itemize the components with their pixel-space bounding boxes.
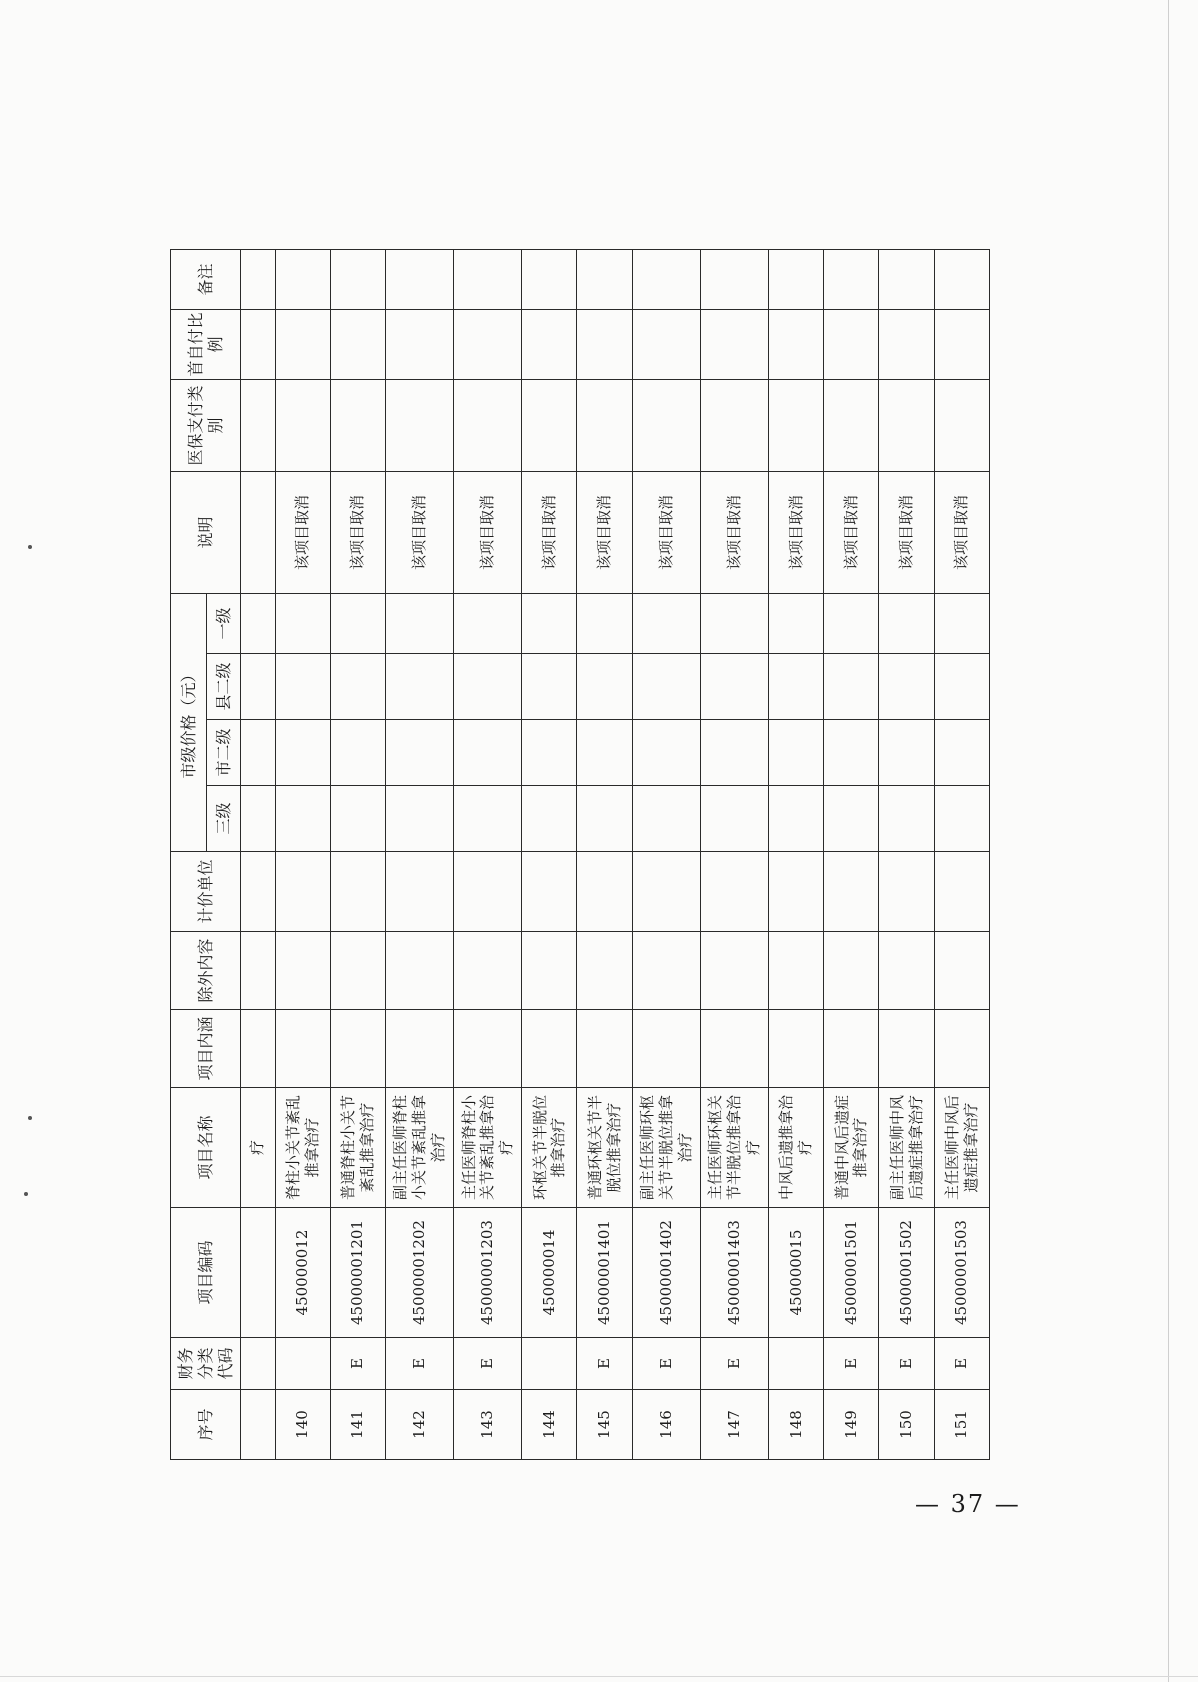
price-tier1-cell [879,593,934,653]
fin-code-cell: E [934,1338,989,1390]
price-county2-cell [824,654,879,720]
item-name-cell: 普通中风后遗症推拿治疗 [824,1088,879,1208]
remark-cell [879,249,934,309]
remark-cell [454,249,522,309]
item-code-cell: 450000012 [275,1208,330,1338]
item-code-cell: 45000001501 [824,1208,879,1338]
price-city2-cell [385,720,453,786]
excluded-cell [275,932,330,1010]
remark-cell [769,249,824,309]
table-row [934,249,989,1459]
note-cell: 该项目取消 [700,471,768,593]
item-code-cell: 45000001403 [700,1208,768,1338]
excluded-cell [934,932,989,1010]
insurance-type-cell [879,379,934,471]
unit-cell [700,852,768,932]
fin-code-cell: E [385,1338,453,1390]
unit-cell [577,852,632,932]
note-cell: 该项目取消 [454,471,522,593]
item-code-cell: 45000001201 [330,1208,385,1338]
header-price-group: 市级价格（元） [171,593,207,851]
price-city2-cell [934,720,989,786]
price-county2-cell [769,654,824,720]
price-tier1-cell [700,593,768,653]
price-county2-cell [385,654,453,720]
seq-cell: 143 [454,1390,522,1460]
self-pay-cell [522,309,577,379]
price-tier3-cell [454,786,522,852]
self-pay-cell [454,309,522,379]
insurance-type-cell [385,379,453,471]
price-county2-cell [577,654,632,720]
unit-cell [934,852,989,932]
header-item-name: 项目名称 [171,1088,241,1208]
price-city2-cell [522,720,577,786]
item-name-cell: 主任医师脊柱小关节紊乱推拿治疗 [454,1088,522,1208]
connotation-cell [934,1010,989,1088]
self-pay-cell [700,309,768,379]
item-code-cell: 45000001202 [385,1208,453,1338]
table-row [522,249,577,1459]
fin-code-cell: E [330,1338,385,1390]
price-county2-cell [700,654,768,720]
price-tier1-cell [454,593,522,653]
insurance-type-cell [824,379,879,471]
price-tier3-cell [934,786,989,852]
item-code-cell: 45000001203 [454,1208,522,1338]
scan-speck [24,1192,28,1196]
price-city2-cell [769,720,824,786]
excluded-cell [632,932,700,1010]
seq-cell: 144 [522,1390,577,1460]
connotation-cell [454,1010,522,1088]
connotation-cell [700,1010,768,1088]
header-excluded: 除外内容 [171,932,241,1010]
note-cell: 该项目取消 [769,471,824,593]
table-row-fragment [241,249,276,1459]
price-tier1-cell [330,593,385,653]
self-pay-cell [934,309,989,379]
price-city2-cell [454,720,522,786]
price-tier3-cell [879,786,934,852]
table-row [454,249,522,1459]
seq-cell: 147 [700,1390,768,1460]
excluded-cell [385,932,453,1010]
price-tier1-cell [934,593,989,653]
insurance-type-cell [454,379,522,471]
remark-cell [577,249,632,309]
price-city2-cell [632,720,700,786]
header-item-code: 项目编码 [171,1208,241,1338]
price-city2-cell [879,720,934,786]
price-tier3-cell [700,786,768,852]
self-pay-cell [879,309,934,379]
excluded-cell [330,932,385,1010]
insurance-type-cell [522,379,577,471]
price-county2-cell [330,654,385,720]
item-name-cell: 普通环枢关节半脱位推拿治疗 [577,1088,632,1208]
price-tier3-cell [385,786,453,852]
fin-code-cell: E [632,1338,700,1390]
price-city2-cell [700,720,768,786]
seq-cell: 142 [385,1390,453,1460]
seq-cell: 141 [330,1390,385,1460]
header-insurance-type: 医保支付类别 [171,379,241,471]
price-city2-cell [275,720,330,786]
seq-cell: 149 [824,1390,879,1460]
page-edge-bottom [0,1676,1198,1677]
insurance-type-cell [275,379,330,471]
note-cell: 该项目取消 [934,471,989,593]
self-pay-cell [577,309,632,379]
insurance-type-cell [934,379,989,471]
table-row [385,249,453,1459]
header-price-city2: 市二级 [207,720,241,786]
seq-cell: 146 [632,1390,700,1460]
price-county2-cell [522,654,577,720]
fin-code-cell: E [700,1338,768,1390]
unit-cell [330,852,385,932]
connotation-cell [577,1010,632,1088]
price-tier1-cell [577,593,632,653]
insurance-type-cell [577,379,632,471]
item-code-cell: 45000001402 [632,1208,700,1338]
table-row [330,249,385,1459]
price-tier3-cell [577,786,632,852]
connotation-cell [632,1010,700,1088]
excluded-cell [879,932,934,1010]
price-county2-cell [454,654,522,720]
note-cell: 该项目取消 [385,471,453,593]
table-row [879,249,934,1459]
price-tier1-cell [385,593,453,653]
price-tier1-cell [275,593,330,653]
price-county2-cell [934,654,989,720]
excluded-cell [454,932,522,1010]
page-number: — 37 — [915,1490,1021,1518]
excluded-cell [577,932,632,1010]
remark-cell [385,249,453,309]
scan-speck [28,1116,32,1120]
item-code-cell: 45000001503 [934,1208,989,1338]
connotation-cell [522,1010,577,1088]
insurance-type-cell [632,379,700,471]
seq-cell: 145 [577,1390,632,1460]
price-county2-cell [879,654,934,720]
item-name-cell: 环枢关节半脱位推拿治疗 [522,1088,577,1208]
fin-code-cell [275,1338,330,1390]
header-seq: 序号 [171,1390,241,1460]
price-city2-cell [577,720,632,786]
remark-cell [632,249,700,309]
header-connotation: 项目内涵 [171,1010,241,1088]
note-cell: 该项目取消 [330,471,385,593]
self-pay-cell [769,309,824,379]
item-name-cell: 副主任医师环枢关节半脱位推拿治疗 [632,1088,700,1208]
fin-code-cell: E [577,1338,632,1390]
item-code-cell: 450000015 [769,1208,824,1338]
self-pay-cell [632,309,700,379]
connotation-cell [824,1010,879,1088]
header-price-county2: 县二级 [207,654,241,720]
remark-cell [700,249,768,309]
note-cell: 该项目取消 [632,471,700,593]
header-fin-code: 财务分类代码 [171,1338,241,1390]
page-edge [1168,0,1169,1682]
price-tier3-cell [769,786,824,852]
excluded-cell [700,932,768,1010]
seq-cell: 148 [769,1390,824,1460]
unit-cell [275,852,330,932]
unit-cell [824,852,879,932]
fin-code-cell [769,1338,824,1390]
unit-cell [522,852,577,932]
price-tier1-cell [769,593,824,653]
connotation-cell [275,1010,330,1088]
item-name-cell: 中风后遗推拿治疗 [769,1088,824,1208]
note-cell: 该项目取消 [879,471,934,593]
price-county2-cell [275,654,330,720]
table-row [824,249,879,1459]
insurance-type-cell [700,379,768,471]
header-price-tier1: 一级 [207,593,241,653]
remark-cell [522,249,577,309]
item-name-cell: 副主任医师脊柱小关节紊乱推拿治疗 [385,1088,453,1208]
fin-code-cell: E [824,1338,879,1390]
remark-cell [934,249,989,309]
seq-cell: 140 [275,1390,330,1460]
insurance-type-cell [330,379,385,471]
insurance-type-cell [769,379,824,471]
self-pay-cell [824,309,879,379]
connotation-cell [769,1010,824,1088]
price-tier3-cell [275,786,330,852]
remark-cell [330,249,385,309]
unit-cell [879,852,934,932]
price-city2-cell [330,720,385,786]
table-row [632,249,700,1459]
table-row [275,249,330,1459]
note-cell: 该项目取消 [577,471,632,593]
item-code-cell: 45000001502 [879,1208,934,1338]
price-tier3-cell [632,786,700,852]
excluded-cell [522,932,577,1010]
item-code-cell: 450000014 [522,1208,577,1338]
fin-code-cell: E [454,1338,522,1390]
header-price-tier3: 三级 [207,786,241,852]
seq-cell: 151 [934,1390,989,1460]
price-tier1-cell [824,593,879,653]
remark-cell [275,249,330,309]
connotation-cell [385,1010,453,1088]
price-tier1-cell [522,593,577,653]
item-name-cell: 主任医师中风后遗症推拿治疗 [934,1088,989,1208]
connotation-cell [879,1010,934,1088]
fin-code-cell [522,1338,577,1390]
item-name-cell: 脊柱小关节紊乱推拿治疗 [275,1088,330,1208]
self-pay-cell [385,309,453,379]
header-remark: 备注 [171,249,241,309]
price-city2-cell [824,720,879,786]
item-name-cell: 副主任医师中风后遗症推拿治疗 [879,1088,934,1208]
unit-cell [632,852,700,932]
seq-cell: 150 [879,1390,934,1460]
price-county2-cell [632,654,700,720]
table-row [700,249,768,1459]
self-pay-cell [275,309,330,379]
header-unit: 计价单位 [171,852,241,932]
note-cell: 该项目取消 [522,471,577,593]
price-tier1-cell [632,593,700,653]
note-cell: 该项目取消 [824,471,879,593]
price-tier3-cell [824,786,879,852]
self-pay-cell [330,309,385,379]
remark-cell [824,249,879,309]
price-tier3-cell [330,786,385,852]
price-table [170,249,990,1460]
note-cell: 该项目取消 [275,471,330,593]
unit-cell [385,852,453,932]
item-name-cell: 普通脊柱小关节紊乱推拿治疗 [330,1088,385,1208]
item-code-cell: 45000001401 [577,1208,632,1338]
connotation-cell [330,1010,385,1088]
item-name-cell: 主任医师环枢关节半脱位推拿治疗 [700,1088,768,1208]
unit-cell [454,852,522,932]
unit-cell [769,852,824,932]
table-row [577,249,632,1459]
item-name-fragment: 疗 [241,1088,276,1208]
rotated-table-container [170,250,990,1460]
header-note: 说明 [171,471,241,593]
excluded-cell [769,932,824,1010]
header-self-pay: 首自付比例 [171,309,241,379]
table-row [769,249,824,1459]
fin-code-cell: E [879,1338,934,1390]
scan-speck [28,545,32,549]
excluded-cell [824,932,879,1010]
price-tier3-cell [522,786,577,852]
